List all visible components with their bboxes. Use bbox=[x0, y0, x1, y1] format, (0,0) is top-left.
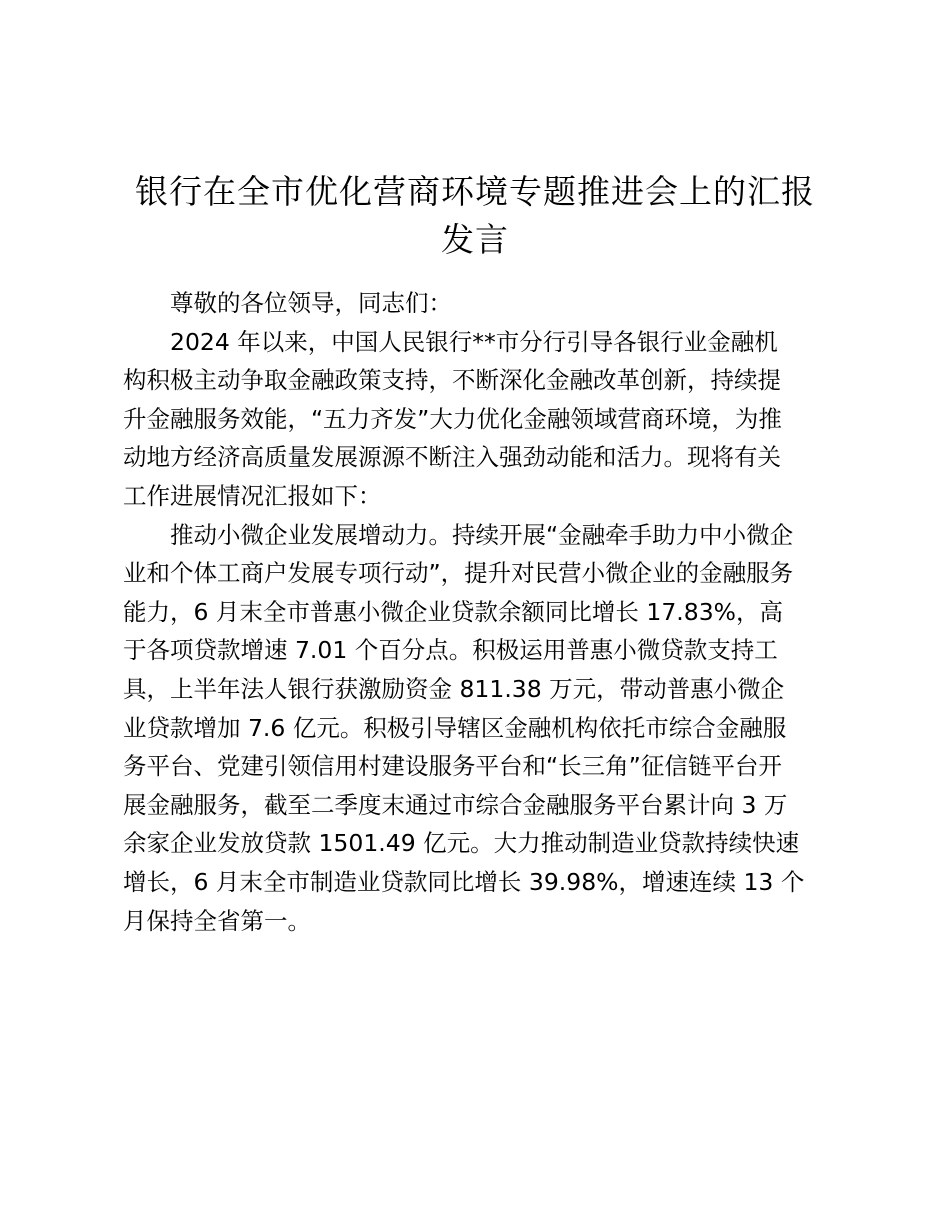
paragraph-line: 工作进展情况汇报如下： bbox=[123, 481, 382, 510]
paragraph-line: 于各项贷款增速 7.01 个百分点。积极运用普惠小微贷款支持工 bbox=[123, 636, 778, 665]
paragraph-line: 业和个体工商户发展专项行动”，提升对民营小微企业的金融服务 bbox=[123, 559, 794, 588]
document-title bbox=[120, 168, 830, 264]
paragraph-line: 动地方经济高质量发展源源不断注入强劲动能和活力。现将有关 bbox=[123, 443, 781, 472]
intro-paragraph bbox=[123, 323, 835, 516]
paragraph-line: 能力，6 月末全市普惠小微企业贷款余额同比增长 17.83%，高 bbox=[123, 597, 783, 626]
paragraph-line: 增长，6 月末全市制造业贷款同比增长 39.98%，增速连续 13 个 bbox=[123, 867, 805, 896]
salutation-paragraph bbox=[123, 284, 835, 323]
paragraph-line: 升金融服务效能，“五力齐发”大力优化金融领域营商环境，为推 bbox=[123, 404, 782, 433]
paragraph-line: 务平台、党建引领信用村建设服务平台和“长三角”征信链平台开 bbox=[123, 752, 782, 781]
title-line-1: 银行在全市优化营商环境专题推进会上的汇报 bbox=[135, 172, 815, 211]
paragraph-line: 余家企业发放贷款 1501.49 亿元。大力推动制造业贷款持续快速 bbox=[123, 829, 800, 858]
paragraph-line: 具，上半年法人银行获激励资金 811.38 万元，带动普惠小微企 bbox=[123, 674, 785, 703]
paragraph-line: 推动小微企业发展增动力。持续开展“金融牵手助力中小微企 bbox=[170, 520, 794, 549]
paragraph-line: 月保持全省第一。 bbox=[123, 906, 311, 935]
paragraph-line: 展金融服务，截至二季度末通过市综合金融服务平台累计向 3 万 bbox=[123, 790, 788, 819]
paragraph-line: 构积极主动争取金融政策支持，不断深化金融改革创新，持续提 bbox=[123, 366, 781, 395]
document-body bbox=[123, 284, 835, 940]
small-business-paragraph bbox=[123, 516, 835, 941]
title-line-2: 发言 bbox=[441, 220, 509, 259]
paragraph-line: 2024 年以来，中国人民银行**市分行引导各银行业金融机 bbox=[170, 327, 778, 356]
salutation: 尊敬的各位领导，同志们： bbox=[170, 289, 452, 317]
paragraph-line: 业贷款增加 7.6 亿元。积极引导辖区金融机构依托市综合金融服 bbox=[123, 713, 787, 742]
